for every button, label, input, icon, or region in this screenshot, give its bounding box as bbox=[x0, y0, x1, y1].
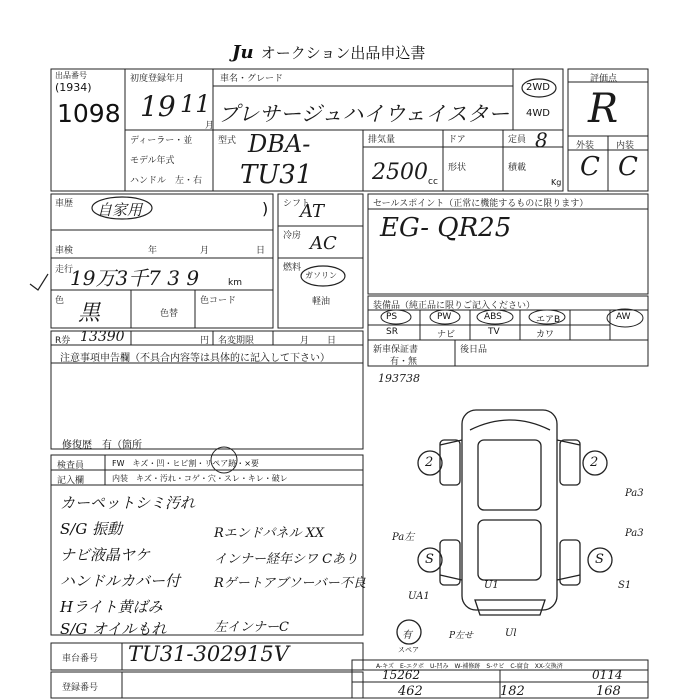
lot-label: 出品番号 bbox=[55, 71, 87, 80]
displacement-label: 排気量 bbox=[368, 135, 396, 145]
diag-s1: S1 bbox=[618, 580, 632, 591]
registration-month: 11 bbox=[180, 90, 211, 118]
sales-point-label: セールスポイント（正常に機能するものに限ります） bbox=[373, 199, 589, 209]
weight-label: 積載 bbox=[508, 163, 527, 173]
grade-ext-label: 外装 bbox=[576, 141, 595, 151]
shift-label: シフト bbox=[283, 199, 311, 209]
cooling-value: AC bbox=[310, 233, 337, 254]
mileage-label: 走行 bbox=[55, 265, 74, 275]
repair-row: 修復歴 有（箇所 bbox=[62, 440, 142, 451]
weight-unit: Kg bbox=[551, 178, 562, 187]
drive-2wd: 2WD bbox=[526, 82, 550, 93]
note-3: ナビ液晶ヤケ bbox=[60, 546, 151, 564]
equip-navi: ナビ bbox=[437, 330, 456, 340]
dealer-label: ディーラー・並 bbox=[130, 136, 193, 146]
chassis-label: 車台番号 bbox=[62, 654, 99, 664]
shape-label: 形状 bbox=[448, 163, 467, 173]
history-close-paren: ) bbox=[262, 199, 269, 218]
equip-tv: TV bbox=[488, 327, 500, 337]
diag-pa-right2: Pa3 bbox=[625, 528, 644, 539]
note-1: カーペットシミ汚れ bbox=[60, 494, 196, 512]
doors-label: ドア bbox=[448, 135, 466, 145]
inspection-month-unit: 月 bbox=[200, 246, 210, 256]
handle-label: ハンドル 左・右 bbox=[130, 176, 203, 186]
inspection-year-unit: 年 bbox=[148, 246, 158, 256]
note-right-3: Rゲートアブソーバー不良 bbox=[214, 576, 366, 591]
grade-int-label: 内装 bbox=[616, 141, 635, 151]
equip-pw: PW bbox=[437, 312, 452, 322]
registration-month-unit: 月 bbox=[205, 121, 215, 131]
transfer-unit: 月 日 bbox=[300, 336, 337, 346]
grade-ext-value: C bbox=[580, 152, 600, 182]
capacity-label: 定員 bbox=[508, 135, 527, 145]
fuel-label: 燃料 bbox=[283, 263, 302, 273]
diag-pa-right1: Pa3 bbox=[625, 488, 644, 499]
recycle-unit: 円 bbox=[200, 336, 210, 346]
car-name-label: 車名・グレード bbox=[220, 74, 284, 84]
dims-height: 168 bbox=[596, 684, 621, 699]
diag-spare-value: 有 bbox=[402, 630, 412, 641]
fuel-diesel-label: 軽油 bbox=[312, 297, 331, 307]
dims-length: 462 bbox=[398, 684, 423, 699]
entry-items: 内装 キズ・汚れ・コゲ・穴・スレ・キレ・破レ bbox=[112, 474, 288, 483]
fuel-value: ガソリン bbox=[305, 271, 337, 280]
form-title: オークション出品申込書 bbox=[260, 44, 426, 62]
diag-spare: スペア bbox=[398, 646, 419, 654]
color-label: 色 bbox=[55, 296, 65, 306]
logo: Ju bbox=[232, 42, 254, 63]
lot-number: 1098 bbox=[57, 99, 121, 128]
equip-aw: AW bbox=[616, 312, 631, 322]
diag-u1: U1 bbox=[484, 580, 499, 591]
dims-legend: A-キズ E-エクボ U-凹み W-補修跡 S-サビ C-腐食 XX-交換済 bbox=[376, 663, 563, 670]
color-value: 黒 bbox=[78, 301, 101, 326]
note-right-4: 左インナーC bbox=[214, 620, 289, 635]
diag-ul: Ul bbox=[505, 628, 517, 639]
note-2: S/G 振動 bbox=[60, 520, 123, 538]
notes-header: 注意事項申告欄（不具合内容等は具体的に記入して下さい） bbox=[60, 353, 330, 364]
inspection-day-unit: 日 bbox=[256, 246, 266, 256]
checker-items: FW キズ・凹・ヒビ割・リペア跡・×要 bbox=[112, 459, 259, 468]
recycle-label: R券 bbox=[55, 336, 71, 346]
reg-no-label: 登録番号 bbox=[62, 683, 99, 693]
diag-pa-left: Pa左 bbox=[392, 532, 415, 543]
serial-number: 193738 bbox=[378, 372, 420, 385]
dims-a: 15262 bbox=[382, 668, 421, 682]
transfer-label: 名変期限 bbox=[218, 336, 255, 346]
model-line1: DBA- bbox=[248, 130, 311, 158]
registration-label: 初度登録年月 bbox=[130, 74, 185, 84]
model-year-label: モデル年式 bbox=[130, 156, 175, 166]
grade-value: R bbox=[588, 86, 619, 132]
diag-rl: S bbox=[425, 552, 434, 567]
equip-sr: SR bbox=[386, 327, 398, 337]
inspection-label: 車検 bbox=[55, 246, 74, 256]
equip-leather: カワ bbox=[536, 330, 555, 340]
diag-fl: 2 bbox=[425, 455, 434, 470]
history-label: 車歴 bbox=[55, 199, 74, 209]
mileage-unit: km bbox=[228, 278, 242, 288]
dims-b: 0114 bbox=[592, 668, 623, 682]
diag-rr: S bbox=[595, 552, 604, 567]
diag-ua1: UA1 bbox=[408, 591, 430, 602]
entry-label: 記入欄 bbox=[57, 476, 85, 486]
note-5: Hライト黄ばみ bbox=[60, 598, 163, 616]
car-name-value: プレサージュハイウェイスター bbox=[218, 102, 510, 126]
diag-pa-bottom: P左せ bbox=[449, 631, 474, 641]
manual-label: 新車保証書 bbox=[373, 345, 419, 355]
model-line2: TU31 bbox=[240, 160, 313, 190]
manual-sub-label: 後日品 bbox=[460, 345, 488, 355]
note-4: ハンドルカバー付 bbox=[60, 572, 181, 590]
model-label: 型式 bbox=[218, 136, 237, 146]
shift-value: AT bbox=[300, 201, 325, 222]
checker-label: 検査員 bbox=[57, 461, 85, 471]
color-code-label: 色コード bbox=[200, 296, 237, 306]
equip-ps: PS bbox=[386, 312, 398, 322]
lot-sub-id: (1934) bbox=[55, 81, 92, 94]
diag-fr: 2 bbox=[590, 455, 599, 470]
equip-abs: ABS bbox=[484, 312, 502, 322]
note-right-1: Rエンドパネル XX bbox=[214, 526, 325, 541]
displacement-unit: cc bbox=[428, 177, 438, 187]
registration-year: 19 bbox=[140, 90, 176, 123]
chassis-value: TU31-302915V bbox=[128, 642, 289, 666]
capacity-value: 8 bbox=[535, 128, 548, 152]
drive-4wd: 4WD bbox=[526, 108, 550, 119]
equip-airbag: エアB bbox=[536, 315, 561, 325]
dims-width: 182 bbox=[500, 684, 525, 699]
recycle-value: 13390 bbox=[80, 329, 125, 345]
grade-label: 評価点 bbox=[590, 74, 618, 84]
note-6: S/G オイルもれ bbox=[60, 620, 167, 638]
displacement-value: 2500 bbox=[372, 160, 428, 185]
note-right-2: インナー経年シワ Cあり bbox=[214, 552, 359, 567]
sales-point-value: EG- QR25 bbox=[380, 213, 512, 243]
grade-int-value: C bbox=[618, 152, 638, 182]
mileage-value: 19万3千7 3 9 bbox=[70, 266, 200, 290]
equipment-label: 装備品（純正品に限りご記入ください） bbox=[373, 301, 536, 311]
history-value: 自家用 bbox=[97, 201, 143, 219]
car-diagram bbox=[397, 410, 612, 644]
color-no-label: 色替 bbox=[160, 309, 179, 319]
manual-value: 有・無 bbox=[390, 357, 418, 367]
cooling-label: 冷房 bbox=[283, 231, 302, 241]
